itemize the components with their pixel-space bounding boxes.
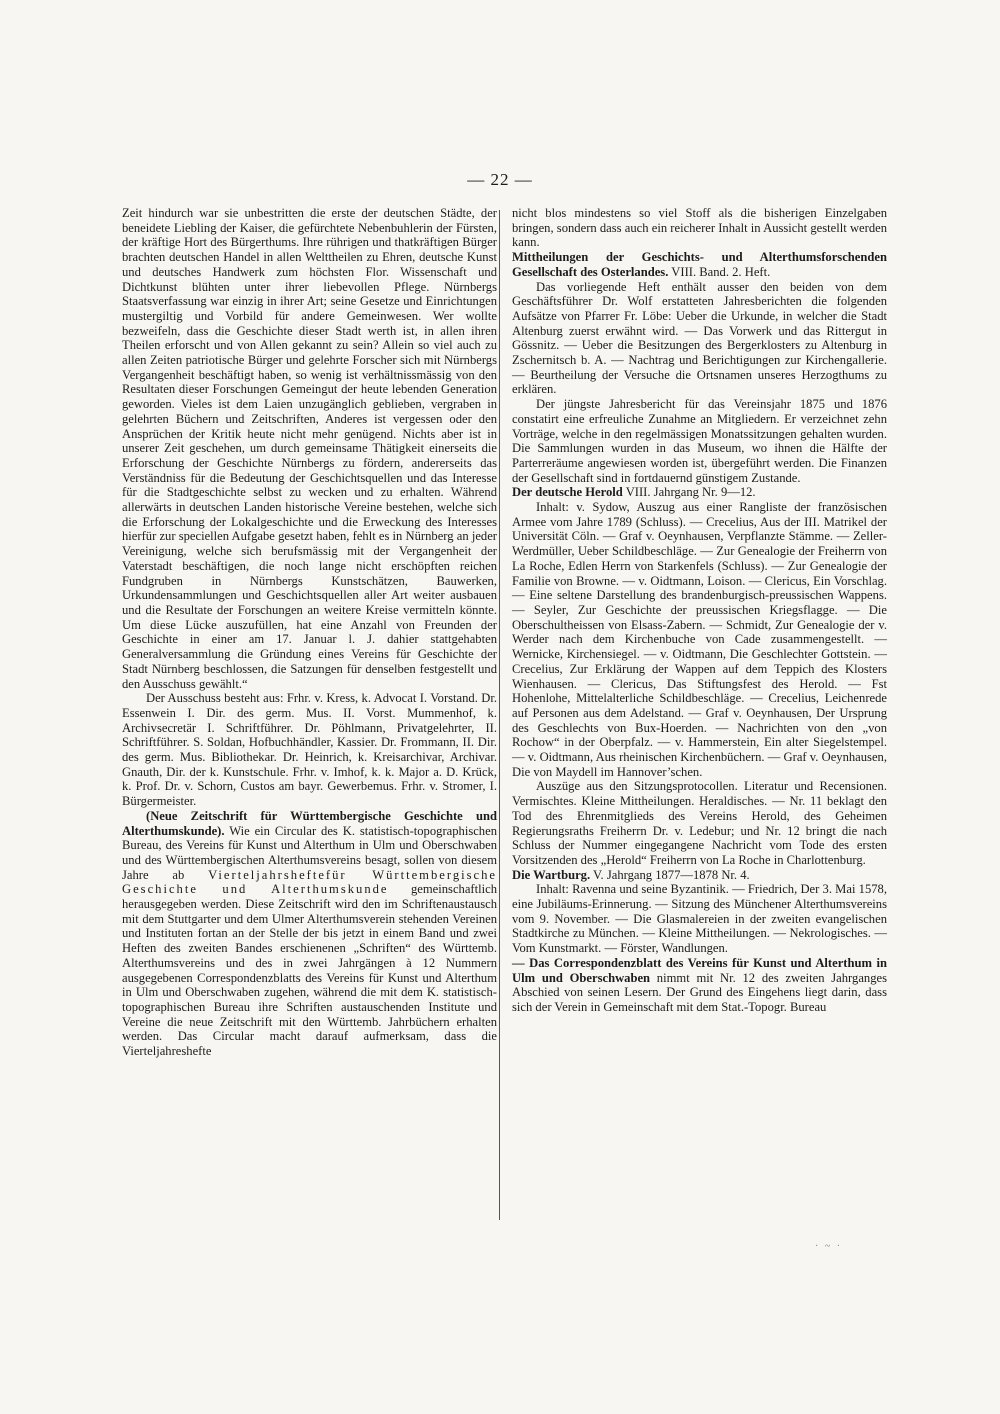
text-run: Wie ein Circular des K. statistisch-topographischen Bureau, des Vereins für Kunst und Alterthum in Ulm und Oberschwaben und des Württembergischen Alterthumsvereins besagt, sollen von diesem Jahre ab <box>122 823 497 882</box>
section-heading: Der deutsche Herold <box>512 485 623 500</box>
section-heading: Mittheilungen der Geschichts- und Alterthumsforschenden Gesellschaft des Osterlandes. <box>512 250 887 279</box>
paragraph <box>512 485 887 500</box>
paragraph: Inhalt: v. Sydow, Auszug aus einer Rangliste der französischen Armee vom Jahre 1789 (Schluss). — Crecelius, Aus der III. Matrikel der Universität Cöln. — Graf v. Oeynhausen, Verpflanzte Stämme. — Zeller-Werdmüller, Ueber Schildbeschläge. — Zur Genealogie der Freiherrn von La Roche, Edlen Herrn von Starkenfels (Schluss). — Zur Genealogie der Familie von Browne. — v. Oidtmann, Loison. — Clericus, Ein Vorschlag. — Eine seltene Darstellung des brandenburgisch-preussischen Wappens. — Seyler, Zur Geschichte der preussischen Kriegsflagge. — Die Oberschultheissen von Elsass-Zabern. — Schmidt, Zur Genealogie der v. Werder nach dem Kirchenbuche von Cade zusammengestellt. — Wernicke, Kirchensiegel. — v. Oidtmann, Die Geschlechter Gottstein. — Crecelius, Zur Erklärung der Wappen auf dem Teppich des Klosters Wienhausen. — Clericus, Das Stiftungsfest des Herold. — Fst Hohenlohe, Mittelalterliche Schildbeschläge. — Crecelius, Leichenrede auf Personen aus dem Adelstand. — Graf v. Oeynhausen, Der Ursprung des Geschlechts von Bux-Hoerden. — Nachrichten von den „von Rochow“ in der Oberpfalz. — v. Hammerstein, Ein alter Siegelstempel. — v. Oidtmann, Aus rheinischen Kirchenbüchern. — Graf v. Oeynhausen, Die von Maydell im Hannover’schen. <box>512 500 887 779</box>
text-run: VIII. Jahrgang Nr. 9—12. <box>622 485 756 500</box>
right-column <box>512 206 887 1015</box>
spaced-text: Vierteljahrsheftefür Württembergische Geschichte und Alterthumskunde <box>122 867 497 897</box>
column-divider <box>499 210 500 1220</box>
paragraph: Das vorliegende Heft enthält ausser den beiden von dem Geschäftsführer Dr. Wolf erstatteten Jahresberichten die folgenden Aufsätze von Pfarrer Fr. Löbe: Ueber die Urkunde, in welcher die Stadt Altenburg zuerst erwähnt wird. — Das Vorwerk und das Rittergut in Gössnitz. — Ueber die Besitzungen des Bergerklosters zu Altenburg in Zschernitsch b. A. — Nachtrag und Berichtigungen zur Kirchengallerie. — Beurtheilung der Versuche die Ortsnamen unseres Herzogthums zu erklären. <box>512 279 887 397</box>
text-run: V. Jahrgang 1877—1878 Nr. 4. <box>590 867 750 882</box>
paragraph: Der jüngste Jahresbericht für das Vereinsjahr 1875 und 1876 constatirt eine erfreuliche Zunahme an Mitgliedern. Er verzeichnet zehn Vorträge, welche in den regelmässigen Monatssitzungen gehalten wurden. Die Sammlungen wurden in das Museum, wo ihnen die Hälfte der Parterreräume angewiesen worden ist, übergeführt werden. Die Finanzen der Gesellschaft sind in fortdauernd günstigem Zustande. <box>512 397 887 485</box>
text-run: VIII. Band. 2. Heft. <box>668 264 771 279</box>
print-mark: · ~ · <box>815 1241 843 1252</box>
text-run: nimmt mit Nr. 12 des zweiten Jahrganges Abschied von seinen Lesern. Der Grund des Eingehens liegt darin, dass sich der Verein in Gemeinschaft mit dem Stat.-Topogr. Bureau <box>512 970 887 1014</box>
page-number: — 22 — <box>467 170 533 189</box>
left-column <box>122 206 497 1059</box>
text-run: gemeinschaftlich herausgegeben werden. Diese Zeitschrift wird den im Schriftenaustausch mit dem Stuttgarter und dem Ulmer Alterthumsverein stehenden Vereinen und Instituten fortan an der Stelle der bis jetzt in einem Band und zwei Heften des zweiten Bandes erschienenen „Schriften“ des Württemb. Alterthumsvereins und des in zwei Jahrgängen à 12 Nummern ausgegebenen Correspondenzblatts des Vereins für Kunst und Alterthum in Ulm und Oberschwaben zugehen, während die mit dem K. statistisch-topographischen Bureau ihre Schriften austauschenden Institute und Vereine die neue Zeitschrift mit den Württemb. Jahrbüchern erhalten werden. Das Circular macht darauf aufmerksam, dass die Vierteljahreshefte <box>122 882 497 1059</box>
section-heading: — Das Correspondenzblatt des Vereins für Kunst und Alterthum in Ulm und Oberschwaben <box>512 955 887 985</box>
paragraph: nicht blos mindestens so viel Stoff als die bisherigen Einzelgaben bringen, sondern dass auch ein reicherer Inhalt in Aussicht gestellt werden kann. <box>512 206 887 250</box>
section-heading: Die Wartburg. <box>512 867 591 882</box>
paragraph <box>512 956 887 1015</box>
paragraph <box>512 250 887 279</box>
paragraph <box>512 868 887 883</box>
paragraph: Der Ausschuss besteht aus: Frhr. v. Kress, k. Advocat I. Vorstand. Dr. Essenwein I. Dir. des germ. Mus. II. Vorst. Mummenhof, k. Archivsecretär I. Schriftführer. Dr. Pöhlmann, Privatgelehrter, II. Schriftführer. S. Soldan, Hofbuchhändler, Kassier. Dr. Frommann, II. Dir. des germ. Mus. Bibliothekar. Dr. Heinrich, k. Kreisarchivar, Archivar. Gnauth, Dir. der k. Kunstschule. Frhr. v. Imhof, k. k. Major a. D. Krück, k. Prof. Dr. v. Schorn, Custos am bayr. Gewerbemus. Frhr. v. Stromer, I. Bürgermeister. <box>122 691 497 809</box>
paragraph: Auszüge aus den Sitzungsprotocollen. Literatur und Recensionen. Vermischtes. Kleine Mittheilungen. Heraldisches. — Nr. 11 beklagt den Tod des Ehrenmitglieds des Vereins Herold, des Geheimen Regierungsraths Freiherrn Dr. v. Ledebur; und Nr. 12 bringt die nach Schluss der Nummer eingegangene Nachricht vom Tode des ersten Vorsitzenden des „Herold“ Freiherrn von La Roche in Charlottenburg. <box>512 779 887 867</box>
paragraph: Zeit hindurch war sie unbestritten die erste der deutschen Städte, der beneidete Liebling der Kaiser, die gefürchtete Nebenbuhlerin der Fürsten, der kräftige Hort des Bürgerthums. Ihre rührigen und thatkräftigen Bürger brachten deutschen Handel in allen Welttheilen zu Ehren, deutsche Kunst und deutsches Handwerk zum höchsten Flor. Wissenschaft und Dichtkunst blühten unter ihrer liebevollen Pflege. Nürnbergs Staatsverfassung war einzig in ihrer Art; seine Gesetze und Einrichtungen mustergiltig und Vorbild für andere Gemeinwesen. Wer wollte bezweifeln, dass die Geschichte dieser Stadt werth ist, in allen ihren Theilen erforscht und von Allen gekannt zu sein? Allein so viel auch zu allen Zeiten patriotische Bürger und gelehrte Forscher sich mit Nürnbergs Vergangenheit beschäftigt haben, so wenig ist verhältnissmässig von den Resultaten dieser Forschungen Gemeingut der heute lebenden Generation geworden. Vieles ist dem Laien unzugänglich geblieben, vergraben in gelehrten Büchern und Zeitschriften, Anderes ist vergessen oder den Ansprüchen der Kritik heute nicht mehr genügend. Nichts aber ist in unserer Zeit geschehen, um durch gemeinsame Thätigkeit einerseits die Erforschung der Geschichte Nürnbergs zu fördern, andererseits das Verständniss für die Bedeutung der Geschichtsquellen und das Interesse für die Stadtgeschichte selbst zu wecken und zu erhalten. Während allerwärts in deutschen Landen historische Vereine bestehen, welche sich die Erforschung der Lokalgeschichte und die Erweckung des Interesses hierfür zur speciellen Aufgabe gesetzt haben, fehlt es in Nürnberg an jeder Vereinigung, welche sich berufsmässig mit der Vergangenheit der Vaterstadt beschäftigen, die noch lange nicht erschöpften reichen Fundgruben in Nürnbergs Kunstschätzen, Bauwerken, Urkundensammlungen und Geschichtsquellen aller Art weiter ausbauen und die Resultate der Forschungen an weitere Kreise vermitteln könnte. Um diese Lücke auszufüllen, hat eine Anzahl von Freunden der Geschichte in einer am 17. Januar l. J. dahier stattgehabten Generalversammlung die Gründung eines Vereins für Geschichte der Stadt Nürnberg beschlossen, die Satzungen für denselben festgestellt und den Ausschuss gewählt.“ <box>122 206 497 691</box>
paragraph: Inhalt: Ravenna und seine Byzantinik. — Friedrich, Der 3. Mai 1578, eine Jubiläums-Erinnerung. — Sitzung des Münchener Alterthumsvereins vom 9. November. — Die Glasmalereien in der zweiten evangelischen Stadtkirche zu München. — Kleine Mittheilungen. — Nekrologisches. — Vom Kunstmarkt. — Förster, Wandlungen. <box>512 882 887 956</box>
section-heading: (Neue Zeitschrift für Württembergische Geschichte und Alterthumskunde). <box>122 808 497 838</box>
paragraph <box>122 809 497 1059</box>
